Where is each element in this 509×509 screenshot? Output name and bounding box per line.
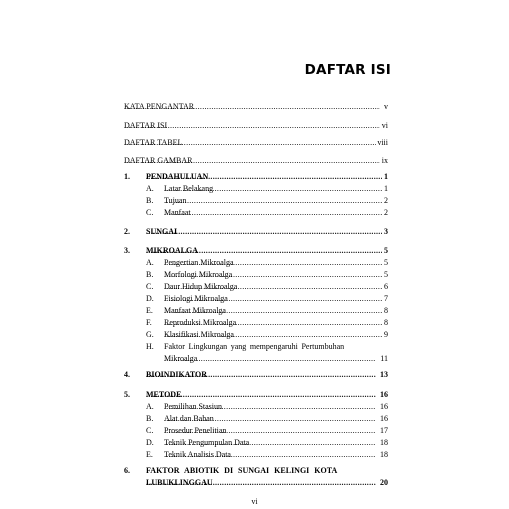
section-page: 8 <box>384 318 388 327</box>
toc-entry-daftar-tabel <box>0 137 509 148</box>
section-page: 9 <box>384 330 388 339</box>
dot-leader <box>164 281 382 292</box>
chapter-number: 6. <box>124 466 130 475</box>
section-letter: C. <box>146 282 154 291</box>
toc-chapter-3 <box>0 245 509 256</box>
toc-section <box>0 449 509 460</box>
dot-leader <box>164 449 376 460</box>
chapter-title: LUBUKLINGGAU <box>146 478 213 487</box>
section-title: Prosedur Penelitian <box>164 426 227 435</box>
dot-leader <box>164 269 382 280</box>
section-title: Tujuan <box>164 196 187 205</box>
section-title: Fisiologi Mikroalga <box>164 294 228 303</box>
section-letter: E. <box>146 306 153 315</box>
section-letter: B. <box>146 196 154 205</box>
section-page: 2 <box>384 196 388 205</box>
section-letter: E. <box>146 450 153 459</box>
toc-entry-page: vi <box>381 121 388 130</box>
dot-leader <box>146 389 376 400</box>
section-title: Teknik Pengumpulan Data <box>164 438 250 447</box>
toc-section <box>0 305 509 316</box>
dot-leader <box>124 137 380 148</box>
dot-leader <box>164 401 376 412</box>
dot-leader <box>164 183 382 194</box>
chapter-title: MIKROALGA <box>146 246 198 255</box>
toc-entry-title: DAFTAR ISI <box>124 121 168 130</box>
dot-leader <box>124 101 380 112</box>
chapter-number: 2. <box>124 227 130 236</box>
dot-leader <box>164 317 382 328</box>
chapter-number: 3. <box>124 246 130 255</box>
chapter-title: PENDAHULUAN <box>146 172 209 181</box>
toc-entry-kata-pengantar <box>0 101 509 112</box>
section-letter: G. <box>146 330 154 339</box>
section-letter: A. <box>146 402 154 411</box>
chapter-title: BIOINDIKATOR <box>146 370 208 379</box>
section-title: Manfaat Mikroalga <box>164 306 226 315</box>
section-letter: C. <box>146 426 154 435</box>
chapter-page: 13 <box>380 370 388 379</box>
chapter-title: METODE <box>146 390 182 399</box>
toc-entry-page: v <box>384 102 388 111</box>
toc-entry-page: ix <box>381 156 388 165</box>
section-page: 5 <box>384 258 388 267</box>
toc-section <box>0 293 509 304</box>
dot-leader <box>164 413 376 424</box>
section-letter: D. <box>146 438 154 447</box>
section-title: Pemilihan Stasiun <box>164 402 222 411</box>
toc-section <box>0 425 509 436</box>
section-letter: A. <box>146 184 154 193</box>
toc-chapter-6 <box>0 465 509 476</box>
toc-entry-page: viii <box>377 138 388 147</box>
chapter-title: FAKTOR ABIOTIK DI SUNGAI KELINGI KOTA <box>146 466 338 475</box>
section-title: Manfaat <box>164 208 191 217</box>
dot-leader <box>146 226 382 237</box>
section-title: Daur Hidup Mikroalga <box>164 282 238 291</box>
section-letter: B. <box>146 414 154 423</box>
toc-section <box>0 413 509 424</box>
section-page: 18 <box>380 450 388 459</box>
chapter-number: 4. <box>124 370 130 379</box>
section-letter: C. <box>146 208 154 217</box>
section-title: Alat dan Bahan <box>164 414 214 423</box>
toc-section <box>0 329 509 340</box>
section-title: Faktor Lingkungan yang mempengaruhi Pertumbuhan <box>164 342 345 351</box>
toc-entry-title: DAFTAR TABEL <box>124 138 183 147</box>
section-page: 7 <box>384 294 388 303</box>
section-page: 18 <box>380 438 388 447</box>
dot-leader <box>124 120 380 131</box>
section-letter: F. <box>146 318 152 327</box>
chapter-title: SUNGAI <box>146 227 178 236</box>
chapter-number: 5. <box>124 390 130 399</box>
toc-section <box>0 257 509 268</box>
dot-leader <box>164 437 376 448</box>
section-page: 2 <box>384 208 388 217</box>
section-title: Pengertian Mikroalga <box>164 258 234 267</box>
dot-leader <box>146 477 376 488</box>
toc-entry-title: DAFTAR GAMBAR <box>124 156 193 165</box>
section-title: Teknik Analisis Data <box>164 450 231 459</box>
toc-section <box>0 195 509 206</box>
toc-section <box>0 207 509 218</box>
chapter-page: 3 <box>384 227 388 236</box>
section-page: 17 <box>380 426 388 435</box>
dot-leader <box>124 155 380 166</box>
section-letter: H. <box>146 342 154 351</box>
toc-section <box>0 341 509 352</box>
section-page: 5 <box>384 270 388 279</box>
section-page: 8 <box>384 306 388 315</box>
section-letter: A. <box>146 258 154 267</box>
dot-leader <box>164 353 376 364</box>
toc-entry-title: KATA PENGANTAR <box>124 102 195 111</box>
chapter-page: 20 <box>380 478 388 487</box>
dot-leader <box>164 257 382 268</box>
section-page: 16 <box>380 402 388 411</box>
page-heading: DAFTAR ISI <box>304 62 391 78</box>
chapter-page: 1 <box>384 172 388 181</box>
toc-entry-daftar-isi <box>0 120 509 131</box>
chapter-page: 16 <box>380 390 388 399</box>
dot-leader <box>164 195 382 206</box>
section-page: 11 <box>380 354 388 363</box>
dot-leader <box>164 425 376 436</box>
section-letter: D. <box>146 294 154 303</box>
section-title: Morfologi Mikroalga <box>164 270 233 279</box>
section-title: Latar Belakang <box>164 184 214 193</box>
chapter-page: 5 <box>384 246 388 255</box>
toc-section <box>0 437 509 448</box>
toc-chapter-1 <box>0 171 509 182</box>
dot-leader <box>164 207 382 218</box>
section-letter: B. <box>146 270 154 279</box>
dot-leader <box>146 245 382 256</box>
toc-section <box>0 281 509 292</box>
section-title: Mikroalga <box>164 354 198 363</box>
section-page: 16 <box>380 414 388 423</box>
toc-chapter-4 <box>0 369 509 380</box>
toc-section-continuation <box>0 353 509 364</box>
chapter-number: 1. <box>124 172 130 181</box>
dot-leader <box>164 293 382 304</box>
toc-entry-daftar-gambar <box>0 155 509 166</box>
section-page: 1 <box>384 184 388 193</box>
toc-section <box>0 317 509 328</box>
toc-chapter-2 <box>0 226 509 237</box>
toc-chapter-continuation <box>0 477 509 488</box>
dot-leader <box>146 369 376 380</box>
section-page: 6 <box>384 282 388 291</box>
dot-leader <box>164 329 382 340</box>
page-number-footer: vi <box>251 497 258 506</box>
toc-section <box>0 401 509 412</box>
toc-section <box>0 183 509 194</box>
dot-leader <box>146 171 382 182</box>
section-title: Klasifikasi Mikroalga <box>164 330 234 339</box>
section-title: Reproduksi Mikroalga <box>164 318 237 327</box>
toc-section <box>0 269 509 280</box>
dot-leader <box>164 305 382 316</box>
toc-chapter-5 <box>0 389 509 400</box>
